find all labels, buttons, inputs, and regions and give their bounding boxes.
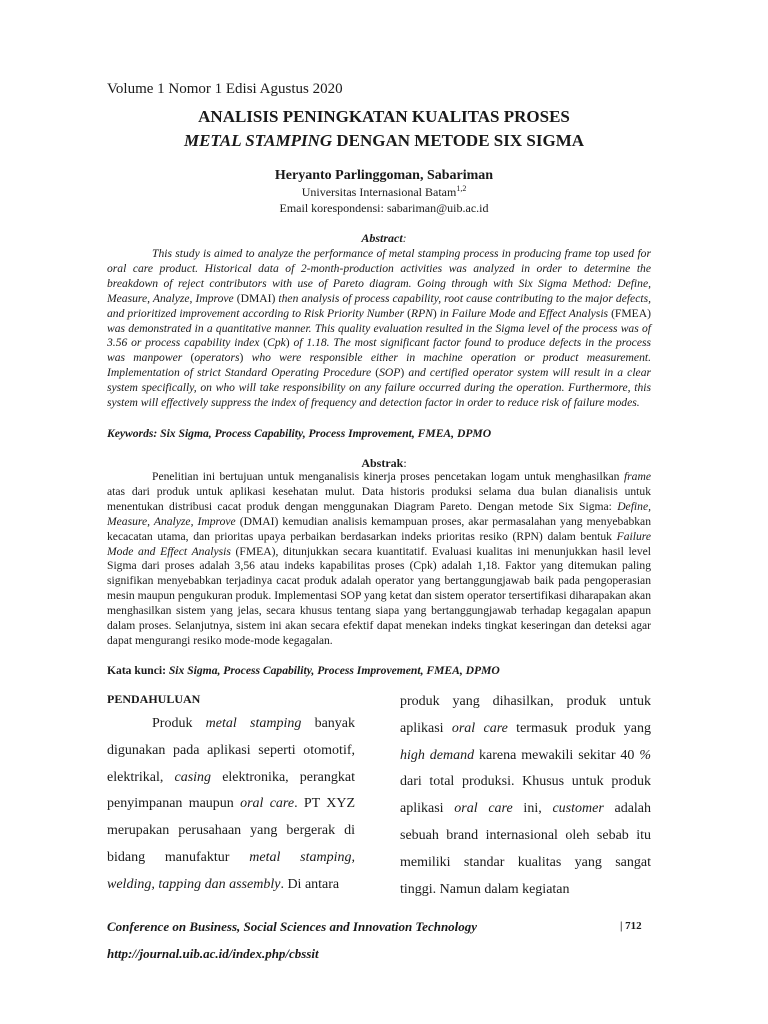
intro-text: oral care	[451, 720, 508, 736]
abstract-text: )	[432, 306, 437, 320]
abstract-heading-colon: :	[402, 231, 407, 245]
abstract-text: This study is aimed to analyze the performance of metal stamping process in producing frame top used for oral care product. Historical data of 2-month-production activities was analyzed in order to determine the breakdown of reject contributors with use of Pareto diagram. Going through with Six Sigma Method: Define, Measure, Analyze, Improve	[107, 247, 651, 305]
abstrak-text: atas dari produk untuk aplikasi kesehatan mulut. Data historis produksi selama dua bulan dianalisis untuk menentukan distribusi cacat produk dengan menggunakan Diagram Pareto. Dengan metode Six Sigma:	[107, 484, 651, 513]
abstract-text: (FMEA)	[611, 306, 651, 320]
title-line-1: ANALISIS PENINGKATAN KUALITAS PROSES	[198, 107, 570, 126]
intro-text: elektronika, perangkat penyimpanan maupun	[107, 769, 355, 812]
footer-conference: Conference on Business, Social Sciences and Innovation Technology	[107, 919, 478, 934]
intro-text: high demand	[400, 747, 475, 763]
abstrak-text: Penelitian ini bertujuan untuk menganalisis kinerja proses pencetakan logam untuk menghasilkan	[152, 470, 624, 483]
intro-right-column	[400, 689, 651, 903]
kata-kunci-label: Kata kunci:	[107, 664, 169, 677]
abstract-text: was demonstrated in a quantitative manner. This quality evaluation resulted in the Sigma level of the process was of 3.56 or process capability index	[107, 321, 651, 350]
authors: Heryanto Parlinggoman, Sabariman	[274, 168, 494, 183]
abstract-heading	[60, 231, 708, 246]
affiliation-sup: 1,2	[456, 184, 467, 193]
intro-text: ini,	[512, 801, 553, 817]
abstrak-heading-colon: :	[403, 456, 407, 470]
intro-text: dari total produksi. Khusus untuk produk aplikasi	[400, 774, 651, 817]
intro-text: . PT XYZ merupakan perusahaan yang bergerak di bidang manufaktur	[107, 796, 355, 865]
abstrak-text: Failure Mode and Effect Analysis	[107, 529, 651, 558]
correspondence-email: Email korespondensi: sabariman@uib.ac.id	[279, 201, 489, 215]
abstract-text: operators	[194, 351, 240, 365]
abstract-text: SOP	[379, 366, 401, 380]
abstract-heading-text: Abstract	[361, 231, 403, 245]
intro-text: metal stamping, welding, tapping dan assembly	[107, 849, 355, 892]
kata-kunci	[107, 664, 500, 677]
intro-text: oral care	[240, 796, 295, 812]
abstract-text: (	[407, 306, 411, 320]
intro-text: . Di antara	[280, 876, 340, 892]
abstrak-body	[107, 470, 651, 649]
intro-left-column	[107, 711, 355, 899]
title-line-2	[60, 130, 708, 151]
abstract-text: Cpk	[267, 336, 286, 350]
abstract-text: then analysis of process capability, root cause contributing to the major defects, and prioritized improvement according to Risk Priority Number	[107, 291, 651, 320]
intro-text: banyak digunakan pada aplikasi seperti otomotif, elektrikal,	[107, 716, 355, 785]
title-rest: DENGAN METODE SIX SIGMA	[332, 131, 585, 150]
abstract-text: RPN	[410, 306, 433, 320]
intro-text: oral care	[454, 801, 513, 817]
abstract-text: (	[263, 336, 268, 350]
intro-text: adalah sebuah brand internasional oleh sebab itu memiliki standar kualitas yang sangat tinggi. Namun dalam kegiatan	[400, 801, 652, 897]
intro-text: casing	[174, 769, 212, 785]
abstract-text: )	[239, 351, 244, 365]
abstrak-text: Define, Measure, Analyze, Improve	[107, 499, 651, 528]
abstract-body	[107, 247, 651, 411]
intro-text: metal stamping	[205, 716, 302, 731]
page-number: | 712	[620, 920, 642, 932]
intro-text: customer	[552, 801, 604, 817]
abstract-text: (DMAI)	[236, 291, 276, 305]
footer-url[interactable]: http://journal.uib.ac.id/index.php/cbssit	[107, 946, 319, 961]
abstrak-text: (FMEA), ditunjukkan secara kuantitatif. Evaluasi kualitas ini menunjukkan hasil level Sigma dari proses adalah 3,56 atau indeks kapabilitas proses (Cpk) adalah 1,18. Faktor yang ditemukan paling signifikan menyebabkan terjadinya cacat produk adalah operator yang bertanggungjawab baik pada pengoperasian mesin maupun pengukuran produk. Implementasi SOP yang ketat dan sistem operator tersertifikasi diharapakan akan menghasilkan sistem yang jelas, secara khusus tentang siapa yang bertanggungjawab terhadap kegagalan apapun dalam proses. Selanjutnya, sistem ini akan secara efektif dapat menekan indeks tingkat keseringan dan deteksi agar dapat mengurangi resiko mode-mode kegagalan.	[107, 544, 651, 647]
intro-text: karena mewakili sekitar 40	[474, 747, 640, 763]
abstract-text: (	[375, 366, 380, 380]
intro-text: produk yang dihasilkan, produk untuk aplikasi	[400, 694, 651, 736]
intro-text: Produk	[152, 716, 206, 731]
abstrak-heading	[60, 456, 708, 471]
abstract-text: )	[400, 366, 405, 380]
abstrak-text: frame	[623, 470, 651, 483]
abstract-text: (	[190, 351, 195, 365]
keywords: Keywords: Six Sigma, Process Capability, Process Improvement, FMEA, DPMO	[107, 427, 492, 440]
volume-header: Volume 1 Nomor 1 Edisi Agustus 2020	[107, 81, 343, 97]
abstract-text: )	[285, 336, 290, 350]
abstrak-heading-text: Abstrak	[361, 456, 404, 470]
abstract-text: of 1.18. The most significant factor found to produce defects in the process was manpower	[107, 336, 651, 365]
affiliation-text: Universitas Internasional Batam	[301, 185, 457, 199]
abstract-text: and certified operator system will result in a clear system specifically, on who will take responsibility on any failure occurred during the operation. Furthermore, this system will effectively suppress the index of frequency and detection factor in order to reduce risk of failure modes.	[107, 366, 651, 410]
abstrak-text: (DMAI) kemudian analisis kemampuan proses, akar permasalahan yang menyebabkan kecacatan utama, dan prioritas upaya perbaikan berdasarkan indeks prioritas resiko (RPN) dalam bentuk	[107, 514, 651, 543]
intro-text: %	[639, 747, 652, 763]
kata-kunci-terms: Six Sigma, Process Capability, Process Improvement, FMEA, DPMO	[168, 664, 500, 677]
intro-text: termasuk produk yang	[507, 720, 651, 736]
abstract-text: who were responsible either in machine operation or product measurement. Implementation of strict Standard Operating Procedure	[107, 351, 651, 380]
section-heading-pendahuluan: PENDAHULUAN	[107, 692, 201, 706]
affiliation	[60, 184, 708, 200]
title-italic: METAL STAMPING	[183, 131, 333, 150]
abstract-text: in Failure Mode and Effect Analysis	[436, 306, 612, 320]
